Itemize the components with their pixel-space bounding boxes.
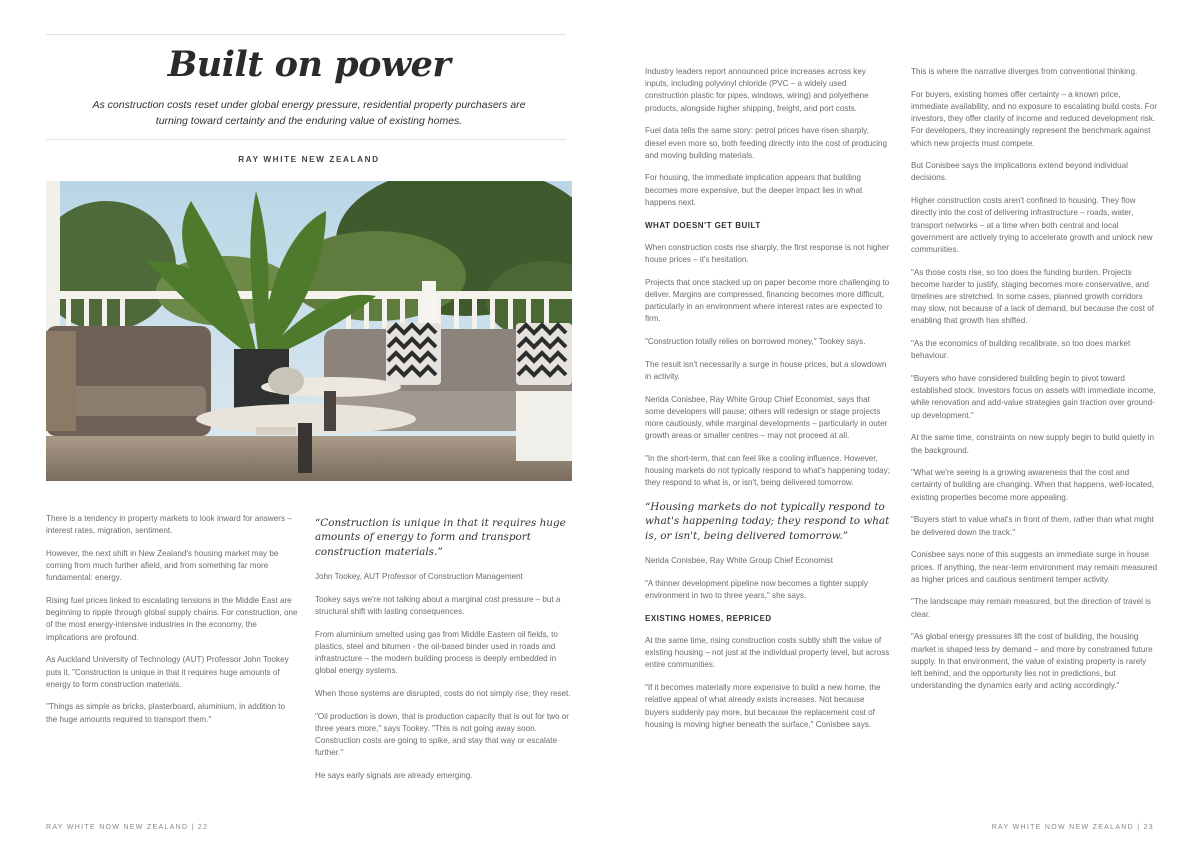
paragraph: Conisbee says none of this suggests an immediate surge in house prices. If anything, the near-term environment may remain measured as higher prices and cautious sentiment temper activity. <box>911 550 1158 584</box>
paragraph: "Buyers who have considered building begin to pivot toward established stock. Investors focus on assets with immediate income, while renovation and add-value strategies gain traction over ground-up development." <box>911 374 1156 420</box>
paragraph: At the same time, constraints on new supply begin to build quietly in the background. <box>911 433 1154 455</box>
paragraph: Rising fuel prices linked to escalating tensions in the Middle East are beginning to ripple through global supply chains. For construction, one of the most energy-intensive industries in the economy, the implications are profound. <box>46 596 298 642</box>
pull-quote: “Construction is unique in that it requires huge amounts of energy to form and transport construction materials.” <box>315 517 566 558</box>
right-page <box>600 0 1200 849</box>
paragraph: When construction costs rise sharply, the first response is not higher house prices – it's hesitation. <box>645 242 890 264</box>
paragraph: Nerida Conisbee, Ray White Group Chief Economist, says that some developers will pause; others will redesign or stage projects more cautiously, while marginal developments – particularly in outer growth areas or smaller centres – may not proceed at all. <box>645 394 888 441</box>
paragraph: At the same time, rising construction costs subtly shift the value of existing housing – not just at the individual property level, but across entire communities. <box>645 636 890 670</box>
paragraph: There is a tendency in property markets to look inward for answers – interest rates, migration, sentiment. <box>46 514 292 536</box>
top-rule <box>46 34 566 35</box>
column-1 <box>46 513 298 736</box>
outdoor-patio-photo <box>46 181 572 481</box>
column-4 <box>911 66 1159 703</box>
paragraph: Tookey says we're not talking about a marginal cost pressure – but a structural shift with lasting consequences. <box>315 594 561 617</box>
paragraph: "Buyers start to value what's in front of them, rather than what might be delivered down the track." <box>911 515 1154 537</box>
paragraph: "In the short-term, that can feel like a cooling influence. However, housing markets do not typically respond to what's happening today; they respond to what is, or isn't, being delivered tomorrow. <box>645 453 890 488</box>
paragraph: Industry leaders report announced price increases across key inputs, including polyvinyl chloride (PVC – a widely used construction plastic for pipes, windows, wiring) and polyethene products, alongside higher shipping, freight, and port costs. <box>645 67 869 113</box>
paragraph: For buyers, existing homes offer certainty – a known price, immediate availability, and no exposure to escalating build costs. For investors, they offer clarity of income and reduced development risk. For developers, they increasingly represent the benchmark against which new projects must compete. <box>911 89 1157 148</box>
column-3 <box>645 66 890 741</box>
section-heading: EXISTING HOMES, REPRICED <box>645 613 772 623</box>
paragraph: But Conisbee says the implications extend beyond individual decisions. <box>911 161 1128 183</box>
footer-left: RAY WHITE NOW NEW ZEALAND | 22 <box>46 824 209 831</box>
paragraph: This is where the narrative diverges from conventional thinking. <box>911 67 1138 76</box>
subtitle-rule <box>46 139 566 140</box>
quote-attribution: John Tookey, AUT Professor of Construction Management <box>315 572 523 582</box>
paragraph: "As global energy pressures lift the cost of building, the housing market is shaped less by demand – and more by constrained future supply. In that environment, the value of existing property is rarely left behind, and the opportunity lies not in predictions, but understanding the dynamics early and acting accordingly." <box>911 632 1153 691</box>
paragraph: From aluminium smelted using gas from Middle Eastern oil fields, to plastics, steel and bitumen - the oil-based binder used in roads and infrastructure – the modern building process is deeply embedded in global energy systems. <box>315 629 558 676</box>
paragraph: Fuel data tells the same story: petrol prices have risen sharply, diesel even more so, both feeding directly into the cost of producing and moving building materials. <box>645 126 888 160</box>
section-heading: WHAT DOESN'T GET BUILT <box>645 220 761 230</box>
paragraph: "Construction totally relies on borrowed money," Tookey says. <box>645 336 866 346</box>
article-title: Built on power <box>167 44 451 85</box>
paragraph: For housing, the immediate implication appears that building becomes more expensive, but the deeper impact lies in what happens next. <box>645 173 863 207</box>
paragraph: "If it becomes materially more expensive to build a new home, the relative appeal of what already exists increases. Not because buyers suddenly pay more, but because the replacement cost of housing is moving higher beneath the surface," Conisbee says. <box>645 683 881 729</box>
paragraph: The result isn't necessarily a surge in house prices, but a slowdown in activity. <box>645 359 887 381</box>
paragraph: "The landscape may remain measured, but the direction of travel is clear. <box>911 597 1151 619</box>
paragraph: "As those costs rise, so too does the funding burden. Projects become harder to justify, staging becomes more conservative, and timelines are stretched. In some cases, planned growth corridors may slow, not because of a lack of demand, but because the cost of enabling that growth has shifted. <box>911 267 1154 326</box>
column-2 <box>315 516 572 793</box>
paragraph: However, the next shift in New Zealand's housing market may be coming from much further afield, and from something far more fundamental: energy. <box>46 548 279 583</box>
footer-right: RAY WHITE NOW NEW ZEALAND | 23 <box>991 824 1154 831</box>
paragraph: Higher construction costs aren't confined to housing. They flow directly into the cost of delivering infrastructure – roads, water, transport networks – at a time when both central and local government are actively trying to accelerate growth and unlock new communities. <box>911 196 1153 254</box>
paragraph: "As the economics of building recalibrate, so too does market behaviour. <box>911 339 1131 361</box>
paragraph: "A thinner development pipeline now becomes a tighter supply environment in two to three years," she says. <box>645 578 868 601</box>
paragraph: "Things as simple as bricks, plasterboard, aluminium, in addition to the huge amounts required to transport them." <box>46 702 286 724</box>
paragraph: When those systems are disrupted, costs do not simply rise; they reset. <box>315 689 571 699</box>
quote-attribution: Nerida Conisbee, Ray White Group Chief Economist <box>645 556 834 566</box>
article-subtitle: As construction costs reset under global energy pressure, residential property purchasers are turning toward certainty and the enduring value of existing homes. <box>92 99 526 127</box>
byline: RAY WHITE NEW ZEALAND <box>238 155 380 164</box>
paragraph: He says early signals are already emerging. <box>315 771 473 781</box>
paragraph: As Auckland University of Technology (AUT) Professor John Tookey puts it, "Construction is unique in that it requires huge amounts of energy to form construction materials. <box>46 655 289 689</box>
paragraph: "What we're seeing is a growing awareness that the cost and certainty of building are changing. When that happens, well-located, existing properties become more appealing. <box>911 468 1154 502</box>
paragraph: "Oil production is down, that is production capacity that is out for two or three years more," says Tookey. "This is not going away soon. Construction costs are going to spike, and stay that way or escalate further." <box>315 711 569 758</box>
pull-quote: “Housing markets do not typically respond to what's happening today; they respond to what is, or isn't, being delivered tomorrow.” <box>645 500 890 542</box>
paragraph: Projects that once stacked up on paper become more challenging to deliver. Margins are compressed, financing becomes more difficult, particularly in an environment where interest rates are expected to firm. <box>645 277 890 324</box>
